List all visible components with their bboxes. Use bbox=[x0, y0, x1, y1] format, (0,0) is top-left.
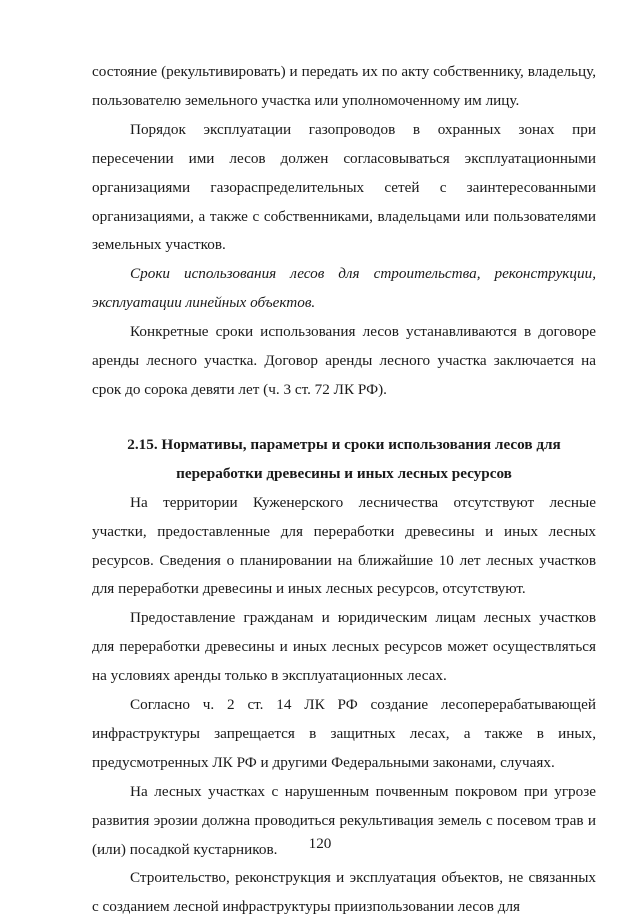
page-content bbox=[92, 58, 596, 922]
paragraph-no-plots: На территории Куженерского лесничества отсутствуют лесные участки, предоставленные для переработки древесины и иных лесных ресурсов. Сведения о планировании на ближайшие 10 лет лесных участков для переработки древесины и иных лесных ресурсов, отсутствуют. bbox=[92, 493, 596, 598]
section-heading-line-2: переработки древесины и иных лесных ресурсов bbox=[176, 464, 512, 482]
section-heading-line-1: 2.15. Нормативы, параметры и сроки использования лесов для bbox=[127, 435, 561, 453]
paragraph-erosion: На лесных участках с нарушенным почвенным покровом при угрозе развития эрозии должна проводиться рекультивация земель с посевом трав и (или) посадкой кустарников. bbox=[92, 782, 596, 858]
section-heading bbox=[92, 431, 596, 489]
paragraph-construction: Строительство, реконструкция и эксплуатация объектов, не связанных с созданием лесной инфраструктуры приизпользовании лесов для bbox=[92, 869, 596, 916]
paragraph-article-14: Согласно ч. 2 ст. 14 ЛК РФ создание лесоперерабатывающей инфраструктуры запрещается в защитных лесах, а также в иных, предусмотренных ЛК РФ и другими Федеральными законами, случаях. bbox=[92, 696, 596, 771]
page-number: 120 bbox=[308, 835, 332, 852]
paragraph-provision: Предоставление гражданам и юридическим лицам лесных участков для переработки древесины и иных лесных ресурсов может осуществляться на условиях аренды только в эксплуатационных лесах. bbox=[92, 609, 596, 685]
paragraph-lease-terms: Конкретные сроки использования лесов устанавливаются в договоре аренды лесного участка. Договор аренды лесного участка заключается на срок до сорока девяти лет (ч. 3 ст. 72 ЛК РФ). bbox=[92, 323, 596, 398]
paragraph-continuation: состояние (рекультивировать) и передать их по акту собственнику, владельцу, пользователю земельного участка или уполномоченному им лицу. bbox=[92, 63, 596, 109]
paragraph-italic-terms: Сроки использования лесов для строительства, реконструкции, эксплуатации линейных объектов. bbox=[92, 265, 596, 312]
paragraph-gas-pipelines: Порядок эксплуатации газопроводов в охранных зонах при пересечении ими лесов должен согласовываться эксплуатационными организациями газораспределительных сетей с заинтересованными организациями, а также с собственниками, владельцами или пользователями земельных участков. bbox=[92, 120, 596, 254]
